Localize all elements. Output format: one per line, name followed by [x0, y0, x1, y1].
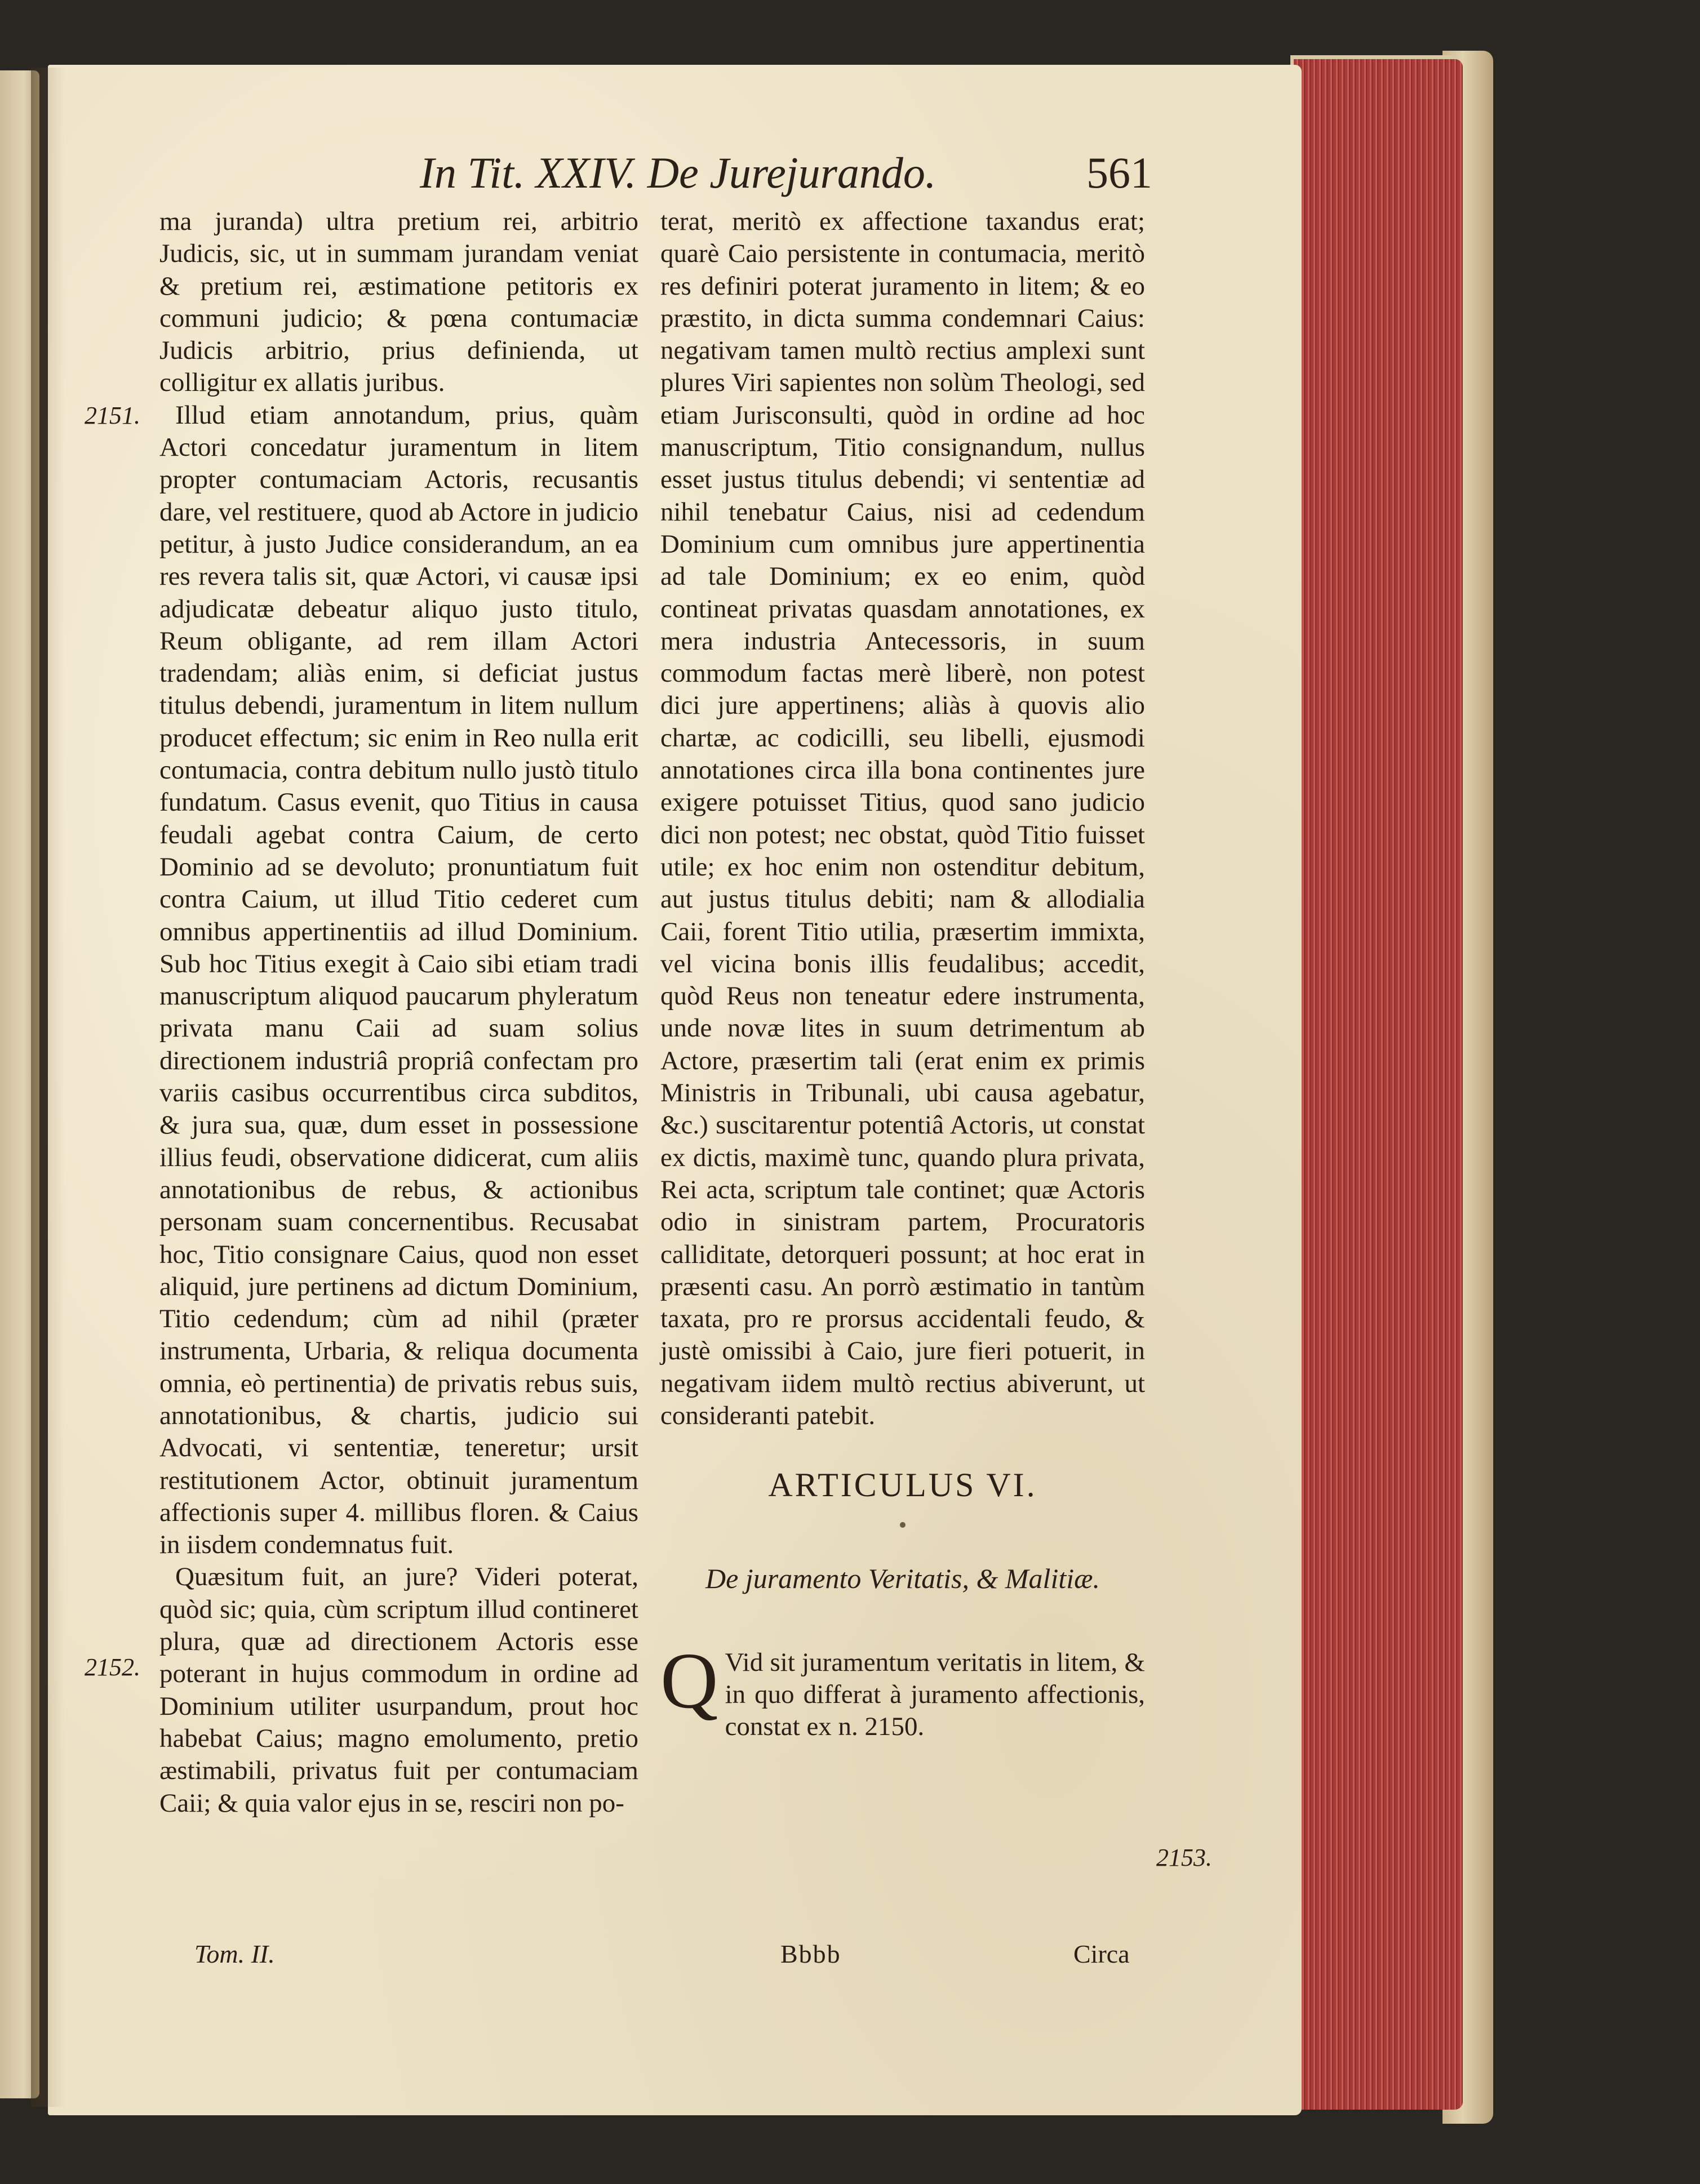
- running-title: In Tit. XXIV. De Jurejurando.: [420, 148, 936, 197]
- paragraph-2153: [660, 1635, 1145, 1743]
- paragraph-2153-text: Vid sit juramentum veritatis in litem, & in quo differat à juramento affectionis, constat ex n. 2150.: [725, 1647, 1145, 1742]
- paragraph-2152: Quæsitum fuit, an jure? Videri poterat, quòd sic; quia, cùm scriptum illud contineret plura, quæ ad directionem Actoris esse poterant in hujus commodum in ordine ad Dominium utiliter usurpandum, prout hoc habebat Caius; magno emolumento, pretio æstimabili, privatus fuit per contumaciam Caii; & quia valor ejus in se, resciri non po-: [159, 1562, 638, 1818]
- article-heading: ARTICULUS VI.: [768, 1466, 1037, 1504]
- paragraph-2151: Illud etiam annotandum, prius, quàm Actori concedatur juramentum in litem propter contumaciam Actoris, recusantis dare, vel restituere, quod ab Actore in judicio petitur, à justo Judice considerandum, an ea res revera talis sit, quæ Actori, vi causæ ipsi adjudicatæ debeatur aliquo justo titulo, Reum obligante, ad rem illam Actori tradendam; aliàs enim, si deficiat justus titulus debendi, juramentum in litem nullum producet effectum; sic enim in Reo nulla erit contumacia, contra debitum nullo justò titulo fundatum. Casus evenit, quo Titius in causa feudali agebat contra Caium, de certo Dominio ad se devoluto; pronuntiatum fuit contra Caium, ut illud Titio cederet cum omnibus appertinentiis ad illud Dominium. Sub hoc Titius exegit à Caio sibi etiam tradi manuscriptum aliquod paucarum phyleratum privata manu Caii ad suam solius directionem industriâ propriâ confectam pro variis casibus occurrentibus circa subditos, & jura sua, quæ, dum esset in possessione illius feudi, observatione didicerat, cum aliis annotationibus de rebus, & actionibus personam suam concernentibus. Recusabat hoc, Titio consignare Caius, quod non esset aliquid, jure pertinens ad dictum Dominium, Titio cedendum; cùm ad nihil (præter instrumenta, Urbaria, & reliqua documenta omnia, eò pertinentia) de privatis rebus suis, annotationibus, & chartis, judicio sui Advocati, vi sententiæ, teneretur; ursit restitutionem Actor, obtinuit juramentum affectionis super 4. millibus floren. & Caius in iisdem condemnatus fuit.: [159, 400, 638, 1560]
- red-page-edges: [1290, 59, 1463, 2110]
- catchword: Circa: [1073, 1940, 1130, 1968]
- page-number: 561: [1086, 148, 1152, 197]
- article-subheading: De juramento Veritatis, & Malitiæ.: [705, 1562, 1100, 1594]
- paragraph-intro: ma juranda) ultra pretium rei, arbitrio Judicis, sic, ut in summam jurandam veniat & pretium rei, æstimatione petitoris ex communi judicio; & pœna contumaciæ Judicis arbitrio, prius definienda, ut colligitur ex allatis juribus.: [159, 207, 638, 398]
- ornament-icon: •: [898, 1512, 907, 1538]
- book-gutter: [31, 68, 65, 2107]
- drop-cap: Q: [660, 1635, 718, 1725]
- signature-mark: Bbbb: [780, 1940, 841, 1968]
- running-header: [420, 148, 1152, 198]
- margin-number-2152: 2152.: [85, 1653, 140, 1681]
- paragraph-continuation: terat, meritò ex affectione taxandus erat; quarè Caio persistente in contumacia, meritò res definiri poterat juramento in litem; & eo præstito, in dicta summa condemnari Caius: negativam tamen multò rectius amplexi sunt plures Viri sapientes non solùm Theologi, sed etiam Jurisconsulti, quòd in ordine ad hoc manuscriptum, Titio consignandum, nullus esset justus titulus debendi; vi sententiæ ad nihil tenebatur Caius, nisi ad cedendum Dominium cum omnibus jure appertinentia ad tale Dominium; ex eo enim, quòd contineat privatas quasdam annotationes, ex mera industria Antecessoris, in suum commodum factas merè liberè, non potest dici jure appertinens; aliàs à quovis alio chartæ, ac codicilli, seu libelli, ejusmodi annotationes circa illa bona continentes jure exigere potuisset Titius, quod sano judicio dici non potest; nec obstat, quòd Titio fuisset utile; ex hoc enim non ostenditur debitum, aut justus titulus debiti; nam & allodialia Caii, forent Titio utilia, præsertim immixta, vel vicina bonis illis feudalibus; accedit, quòd Reus non teneatur edere instrumenta, unde novæ lites in suum detrimentum ab Actore, præsertim tali (erat enim ex primis Ministris in Tribunali, ubi causa agebatur, &c.) suscitarentur potentiâ Actoris, ut constat ex dictis, maximè tunc, quando plura privata, Rei acta, scriptum tale continet; quæ Actoris odio in sinistram partem, Procuratoris calliditate, detorqueri possunt; at hoc erat in præsenti casu. An porrò æstimatio in tantùm taxata, pro re prorsus accidentali feudo, & justè omissibi à Caio, jure fieri potuerit, in negativam iidem multò rectius abiverunt, ut consideranti patebit.: [660, 207, 1145, 1430]
- right-column: [660, 206, 1145, 1743]
- volume-marker: Tom. II.: [194, 1940, 275, 1968]
- left-column: [159, 206, 638, 1820]
- margin-number-2151: 2151.: [85, 402, 140, 429]
- margin-number-2153: 2153.: [1156, 1844, 1212, 1871]
